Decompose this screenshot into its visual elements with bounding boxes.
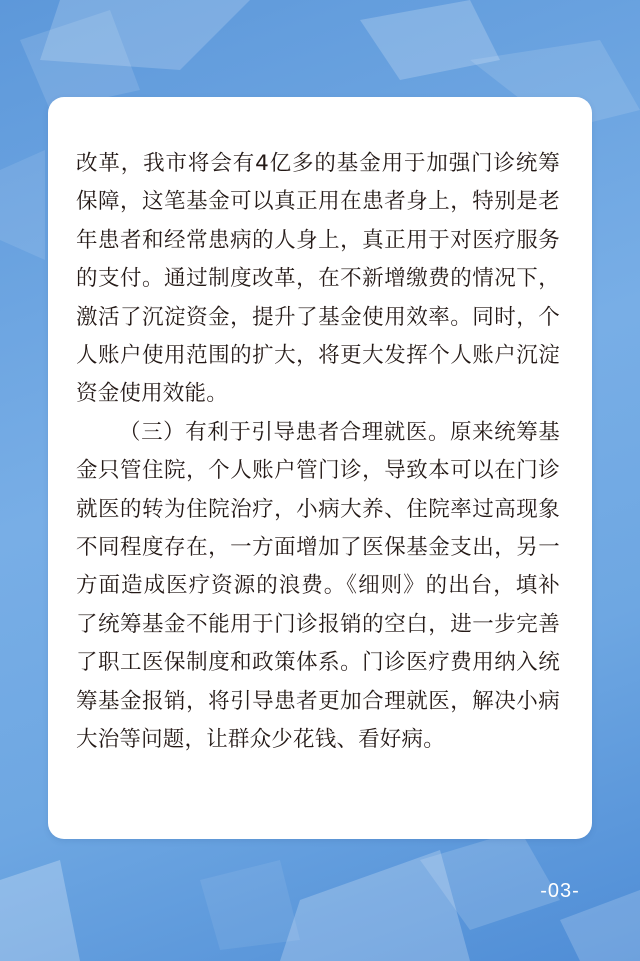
page-number: -03- — [540, 880, 580, 902]
paragraph-guide-patients: （三）有利于引导患者合理就医。原来统筹基金只管住院，个人账户管门诊，导致本可以在门诊就医的转为住院治疗，小病大养、住院率过高现象不同程度存在，一方面增加了医保基金支出，另一方面造成医疗资源的浪费。《细则》的出台，填补了统筹基金不能用于门诊报销的空白，进一步完善了职工医保制度和政策体系。门诊医疗费用纳入统筹基金报销，将引导患者更加合理就医，解决小病大治等问题，让群众少花钱、看好病。 — [76, 419, 560, 753]
paragraph-reform-fund: 改革，我市将会有4亿多的基金用于加强门诊统筹保障，这笔基金可以真正用在患者身上，特别是老年患者和经常患病的人身上，真正用于对医疗服务的支付。通过制度改革，在不新增缴费的情况下，激活了沉淀资金，提升了基金使用效率。同时，个人账户使用范围的扩大，将更大发挥个人账户沉淀资金使用效能。 — [76, 151, 560, 407]
content-card — [48, 97, 592, 839]
